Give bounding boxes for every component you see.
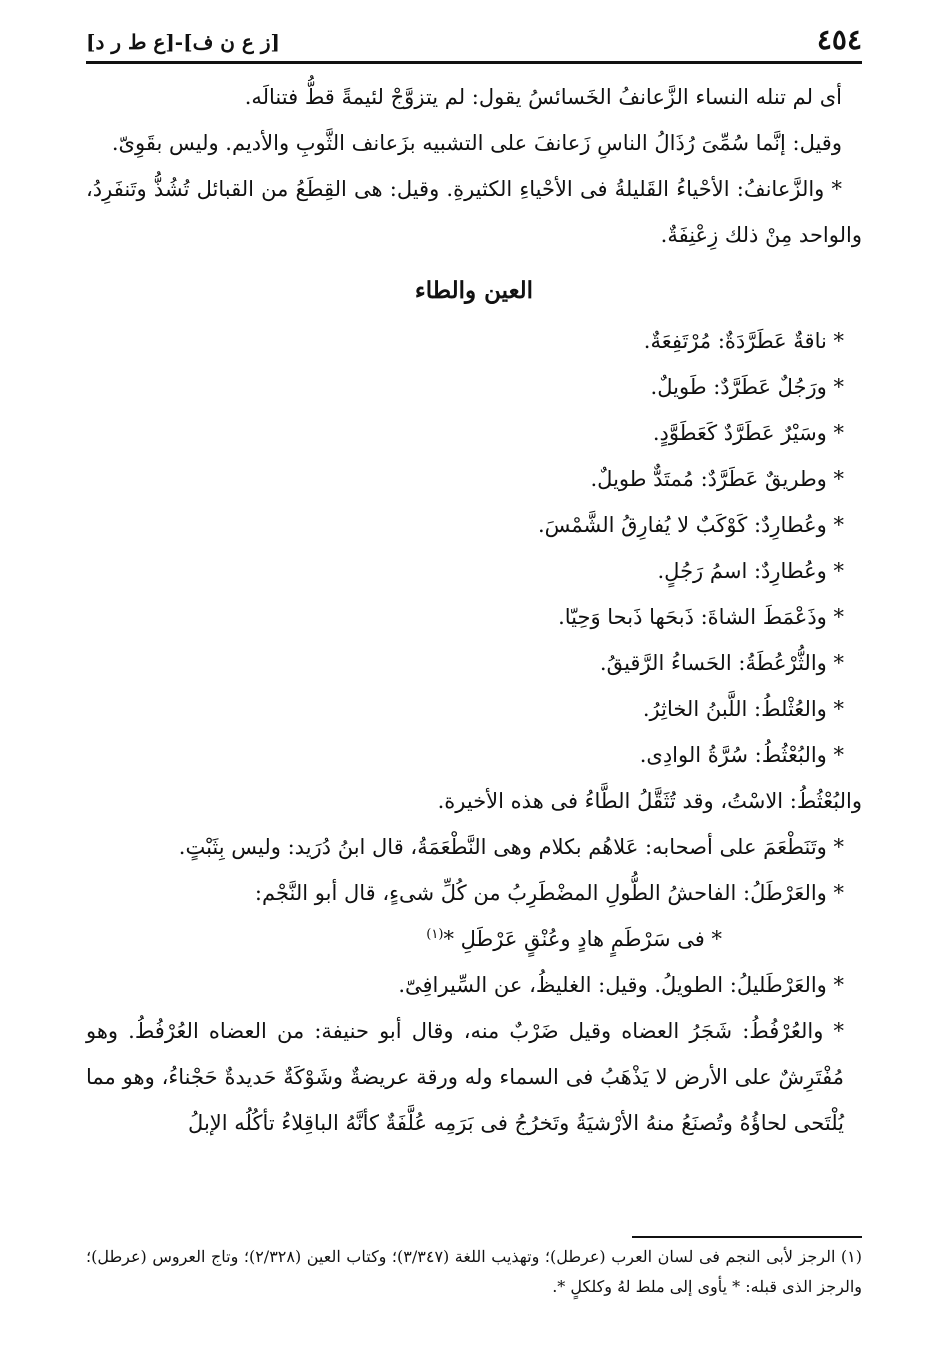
footnote-marker: (١) <box>426 927 444 942</box>
dictionary-entry: * وعُطارِدٌ: اسمُ رَجُلٍ. <box>657 559 844 583</box>
dictionary-entry: * والبُعْثُطُ: سُرَّةُ الوادِى. <box>639 743 844 767</box>
dictionary-entry: * وعُطارِدٌ: كَوْكَبٌ لا يُفارِقُ الشَّمْسَ. <box>537 513 844 537</box>
footnote-rule <box>632 1236 862 1238</box>
dictionary-entry: * والعُثْلطُ: اللَّبنُ الخاثِرُ. <box>642 697 844 721</box>
dictionary-entry: * ورَجُلٌ عَطَرَّدٌ: طَويلٌ. <box>650 375 844 399</box>
dictionary-entry: * والعَرْطَلُ: الفاحشُ الطُّولِ المضْطَرِبُ من كُلِّ شىءٍ، قال أبو النَّجْم: <box>254 881 844 905</box>
dictionary-entry: * وذَعْمَطَ الشاةَ: ذَبحَها ذَبحا وَحِيّا. <box>558 605 844 629</box>
dictionary-entry: * وتَنَطْعَمَ على أصحابه: عَلاهُم بكلام وهى النَّطْعَمَةُ، قال ابنُ دُرَيد: وليس بِثَبْتٍ. <box>178 835 844 859</box>
page-header <box>86 18 862 64</box>
header-rule <box>86 61 862 64</box>
verse-text: * فى سَرْطَمٍ هادٍ وعُنْقٍ عَرْطَلِ * <box>443 927 722 951</box>
footnote: (١) الرجز لأبى النجم فى لسان العرب (عرطل)؛ وتهذيب اللغة (٣/٣٤٧)؛ وكتاب العين (٢/٣٢٨)؛ وتاج العروس (عرطل)؛ والرجز الذى قبله: * يأوى إلى ملط لهُ وكلكلٍ *. <box>86 1247 863 1296</box>
dictionary-entry: * والعَرْطَليلُ: الطويلُ. وقيل: الغليظُ، عن السِّيرافِىّ. <box>398 973 844 997</box>
paragraph: وقيل: إنَّما سُمِّىَ رُذَالُ الناسِ زَعانفَ على التشبيه بزَعانف الثَّوبِ والأديم. وليس بقَوِىّ. <box>111 131 842 155</box>
dictionary-entry: * والثُّرْعُطَةُ: الحَساءُ الرَّقيقُ. <box>599 651 844 675</box>
verse-quote <box>86 916 862 962</box>
dictionary-entry: * وطريقٌ عَطَرَّدٌ: مُمتَدٌّ طويلٌ. <box>590 467 844 491</box>
dictionary-note: والبُعْثُطُ: الاسْتُ، وقد تُثَقَّلُ الطَّاءُ فى هذه الأخيرة. <box>437 789 862 813</box>
dictionary-entry: * ناقةٌ عَطَرَّدَةٌ: مُرْتَفِعَةٌ. <box>643 329 844 353</box>
dictionary-entry: * وسَيْرٌ عَطَرَّدٌ كَعَطَوَّدٍ. <box>652 421 844 445</box>
paragraph: أى لم تنله النساء الزَّعانفُ الخَسائسُ يقول: لم يتزوَّجْ لئيمةً قطُّ فتنالَه. <box>244 85 842 109</box>
section-heading: العين والطاء <box>414 277 534 304</box>
footnotes <box>86 1242 862 1302</box>
body-text <box>86 74 862 1146</box>
paragraph: * والزَّعانفُ: الأحْياءُ القَليلةُ فى الأحْياءِ الكثيرةِ. وقيل: هى القِطَعُ من القبائل تُشُذُّ وتَنفَرِدُ، والواحد مِنْ ذلك زِعْنِفَةٌ. <box>86 177 862 247</box>
page-number: ٤٥٤ <box>816 23 862 56</box>
dictionary-entry: * والعُرْفُطُ: شَجَرُ العضاه وقيل ضَرْبٌ منه، وقال أبو حنيفة: من العضاه العُرْفُطُ. وهو مُفْتَرِشٌ على الأرض لا يَذْهَبُ فى السماء وله ورقة عريضةٌ وشَوْكَةٌ حَديدةٌ حَجْناءُ، وهو مما يُلْتَحى لحاؤُهُ وتُصنَعُ منهُ الأرْشيَةُ وتَخرُجُ فى بَرَمِه عُلَّفَةٌ كأنَّهُ الباقِلاءُ تأكُلُه الإبلُ <box>86 1019 844 1135</box>
running-head: [ز ع ن ف]-[ع ط ر د] <box>86 30 280 54</box>
